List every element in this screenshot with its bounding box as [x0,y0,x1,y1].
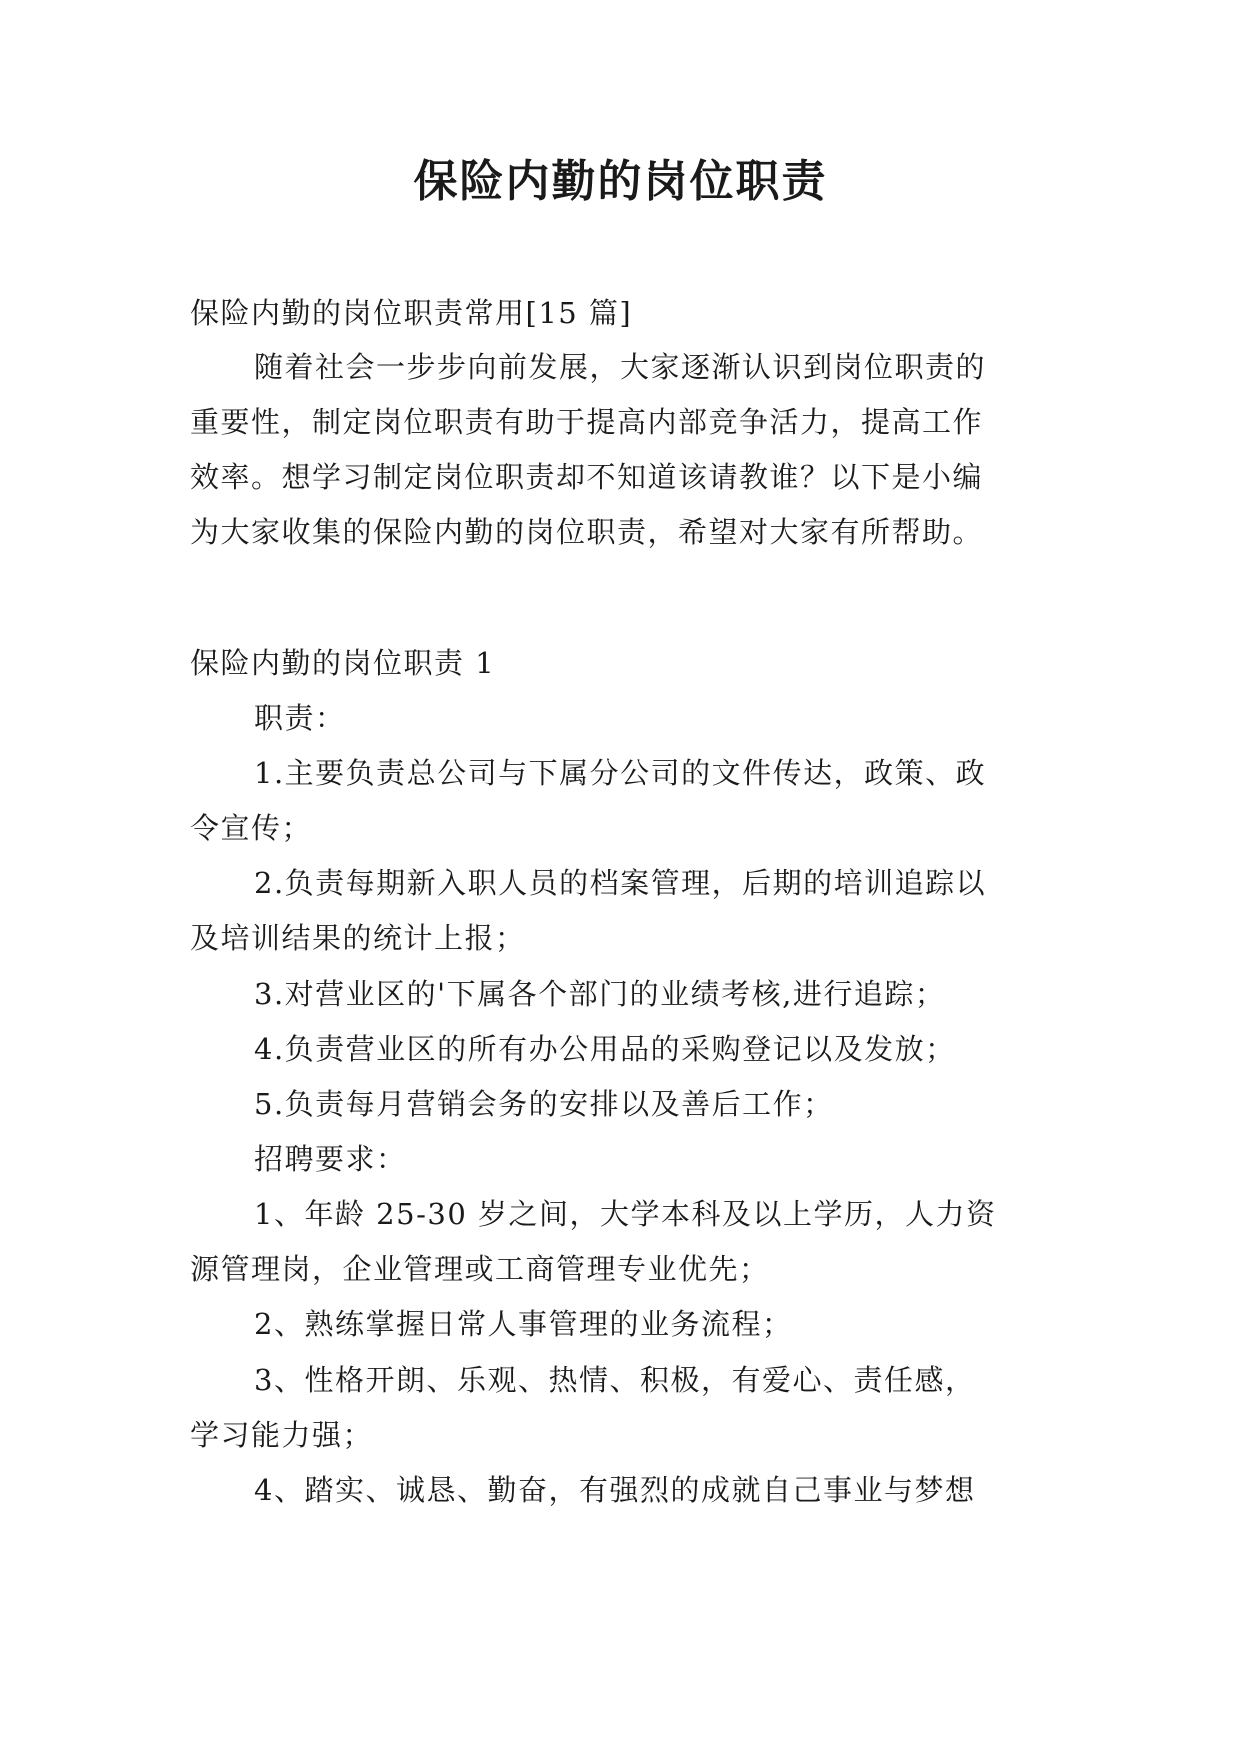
intro-line: 重要性，制定岗位职责有助于提高内部竞争活力，提高工作 [190,405,984,439]
requirement-item: 3、性格开朗、乐观、热情、积极，有爱心、责任感， [254,1363,976,1397]
duty-item: 3.对营业区的'下属各个部门的业绩考核,进行追踪； [254,977,946,1011]
duty-item-continuation: 及培训结果的统计上报； [190,921,526,955]
requirement-item-continuation: 学习能力强； [190,1418,374,1452]
requirement-item: 4、踏实、诚恳、勤奋，有强烈的成就自己事业与梦想 [254,1473,976,1507]
intro-line: 为大家收集的保险内勤的岗位职责，希望对大家有所帮助。 [190,515,984,549]
page-title: 保险内勤的岗位职责 [413,156,828,207]
duty-item: 2.负责每期新入职人员的档案管理，后期的培训追踪以 [254,866,987,900]
section-heading: 保险内勤的岗位职责 1 [190,646,496,680]
duty-item: 5.负责每月营销会务的安排以及善后工作； [254,1087,834,1121]
document-subtitle: 保险内勤的岗位职责常用[15 篇] [190,296,633,330]
intro-line: 随着社会一步步向前发展，大家逐渐认识到岗位职责的 [254,350,987,384]
duties-label: 职责： [254,701,346,735]
requirements-label: 招聘要求： [254,1142,407,1176]
duty-item: 4.负责营业区的所有办公用品的采购登记以及发放； [254,1032,956,1066]
requirement-item: 1、年龄 25-30 岁之间，大学本科及以上学历，人力资 [254,1197,997,1231]
requirement-item: 2、熟练掌握日常人事管理的业务流程； [254,1307,793,1341]
intro-line: 效率。想学习制定岗位职责却不知道该请教谁？以下是小编 [190,460,984,494]
requirement-item-continuation: 源管理岗，企业管理或工商管理专业优先； [190,1252,770,1286]
duty-item-continuation: 令宣传； [190,811,313,845]
duty-item: 1.主要负责总公司与下属分公司的文件传达，政策、政 [254,756,987,790]
